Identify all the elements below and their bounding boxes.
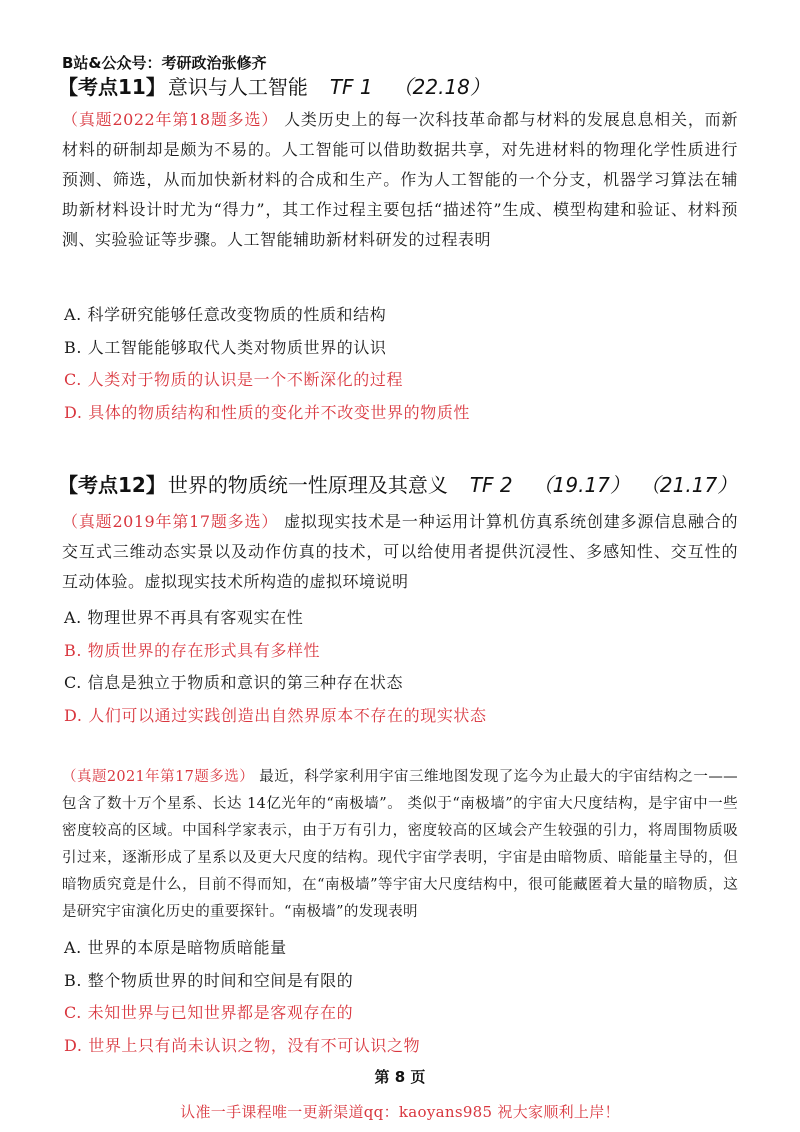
option-c: C. 未知世界与已知世界都是客观存在的 (64, 1003, 354, 1022)
option-list (64, 299, 470, 429)
question-stem (62, 507, 738, 597)
option-d: D. 世界上只有尚未认识之物，没有不可认识之物 (64, 1035, 421, 1055)
section-meta-year: （19.17） (532, 473, 630, 497)
option-list (64, 932, 420, 1062)
option-b: B. 人工智能能够取代人类对物质世界的认识 (64, 337, 387, 357)
option-c: C. 信息是独立于物质和意识的第三种存在状态 (64, 673, 404, 692)
option-b: B. 整个物质世界的时间和空间是有限的 (64, 970, 354, 990)
section-title: 世界的物质统一性原理及其意义 (167, 473, 448, 497)
option-a: A. 物理世界不再具有客观实在性 (64, 608, 304, 627)
question-stem (62, 105, 738, 255)
page-number: 第 8 页 (374, 1068, 426, 1086)
question-source: （真题2022年第18题多选） (62, 110, 279, 129)
section-tag: 【考点12】 (58, 473, 166, 497)
option-c: C. 人类对于物质的认识是一个不断深化的过程 (64, 370, 404, 389)
section-heading-12 (58, 469, 737, 498)
option-d: D. 人们可以通过实践创造出自然界原本不存在的现实状态 (64, 705, 487, 725)
section-heading-11 (58, 71, 490, 100)
option-d: D. 具体的物质结构和性质的变化并不改变世界的物质性 (64, 402, 471, 422)
question-stem (62, 764, 738, 926)
option-list (64, 602, 487, 732)
footer-notice: 认准一手课程唯一更新渠道qq：kaoyans985 祝大家顺利上岸！ (180, 1103, 620, 1121)
section-tag: 【考点11】 (58, 75, 166, 99)
section-meta-year: （21.17） (649, 473, 738, 497)
option-a: A. 世界的本原是暗物质暗能量 (64, 938, 287, 957)
section-meta-frequency: TF 2 (469, 473, 513, 497)
option-b: B. 物质世界的存在形式具有多样性 (64, 640, 321, 660)
question-source: （真题2021年第17题多选） (62, 769, 255, 785)
question-text: 虚拟现实技术是一种运用计算机仿真系统创建多源信息融合的交互式三维动态实景以及动作仿真的技术，可以给使用者提供沉浸性、多感知性、交互性的互动体验。虚拟现实技术所构造的虚拟环境说明 (62, 512, 738, 591)
header-label: B站&公众号：考研政治张修齐 (62, 54, 267, 72)
option-a: A. 科学研究能够任意改变物质的性质和结构 (64, 305, 387, 324)
question-text: 人类历史上的每一次科技革命都与材料的发展息息相关，而新材料的研制却是颇为不易的。人工智能可以借助数据共享，对先进材料的物理化学性质进行预测、筛选，从而加快新材料的合成和生产。作为人工智能的一个分支，机器学习算法在辅助新材料设计时尤为“得力”，其工作过程主要包括“描述符”生成、模型构建和验证、材料预测、实验验证等步骤。人工智能辅助新材料研发的过程表明 (62, 110, 738, 249)
question-text: 最近，科学家利用宇宙三维地图发现了迄今为止最大的宇宙结构之一——包含了数十万个星系、长达 14亿光年的“南极墙”。 类似于“南极墙”的宇宙大尺度结构，是宇宙中一些密度较高的区域。中国科学家表示，由于万有引力，密度较高的区域会产生较强的引力，将周围物质吸引过来，逐渐形成了星系以及更大尺度的结构。现代宇宙学表明，宇宙是由暗物质、暗能量主导的，但暗物质究竟是什么，目前不得而知，在“南极墙”等宇宙大尺度结构中，很可能藏匿着大量的暗物质，这是研究宇宙演化历史的重要探针。“南极墙”的发现表明 (62, 769, 738, 920)
section-meta-year: （22.18） (392, 75, 490, 99)
section-meta-frequency: TF 1 (329, 75, 373, 99)
question-source: （真题2019年第17题多选） (62, 512, 279, 531)
section-title: 意识与人工智能 (167, 75, 308, 99)
